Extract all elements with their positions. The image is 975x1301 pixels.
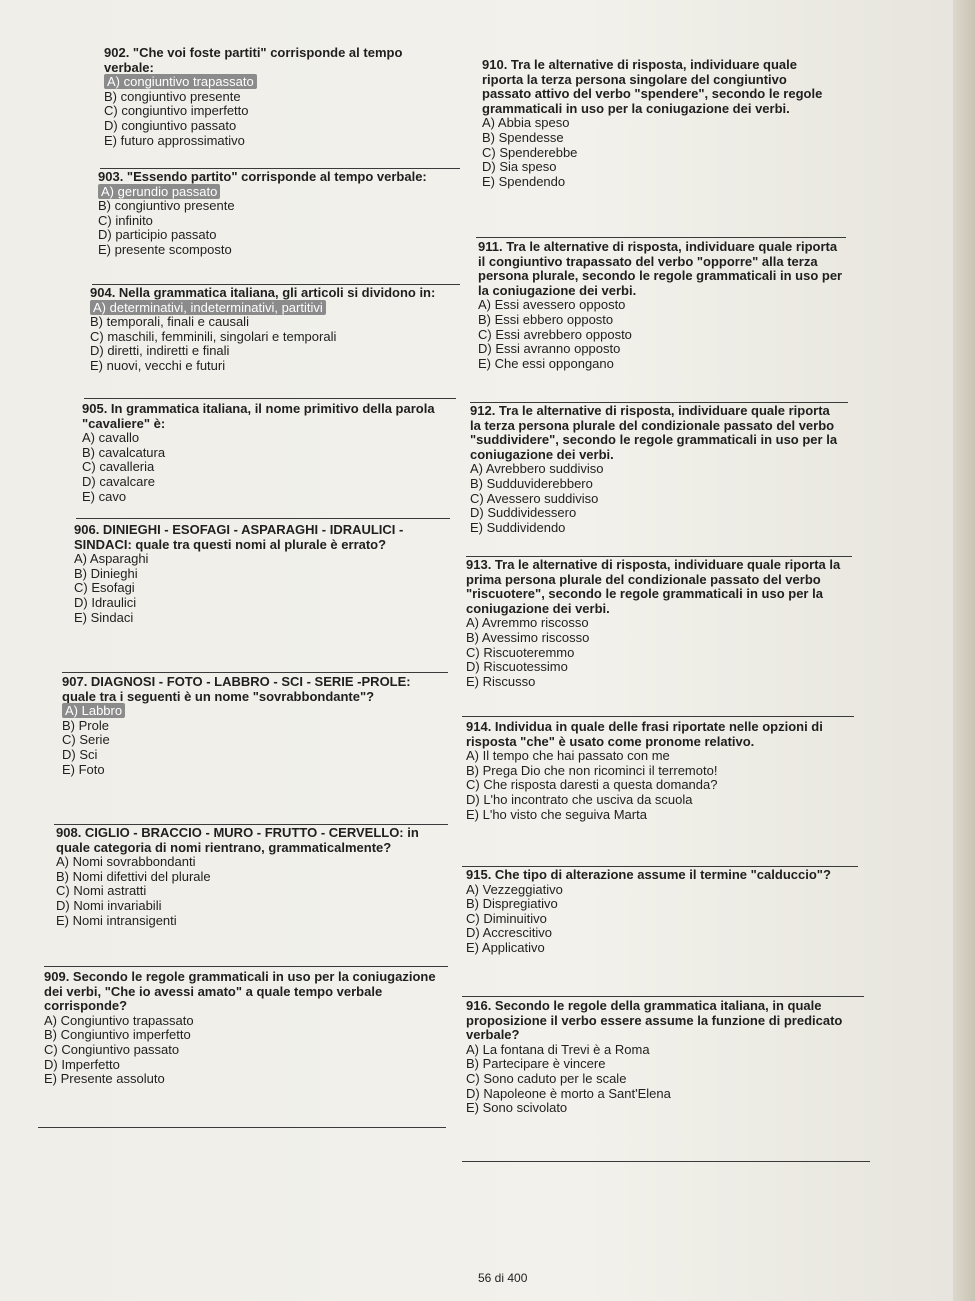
option-a: A) Asparaghi (74, 551, 149, 567)
option-e: E) Sono scivolato (466, 1100, 568, 1116)
question-908 (56, 826, 446, 928)
option-d: D) Suddividessero (470, 505, 577, 521)
option-b: B) congiuntivo presente (98, 198, 235, 214)
option-d: D) Sia speso (482, 159, 557, 175)
option-a: A) Abbia speso (482, 115, 570, 131)
option-a: A) Avrebbero suddiviso (470, 461, 604, 477)
question-902 (104, 46, 449, 148)
question-911 (478, 240, 843, 371)
option-b: B) Spendesse (482, 129, 564, 145)
question-905 (82, 402, 452, 504)
question-stem: 916. Secondo le regole della grammatica italiana, in quale proposizione il verbo essere assume la funzione di predicato verbale? (466, 998, 843, 1043)
option-d: D) Sci (62, 746, 98, 762)
page-edge (953, 0, 975, 1301)
divider (462, 1161, 870, 1162)
option-d: D) participio passato (98, 227, 217, 243)
divider (62, 672, 448, 673)
option-e: E) Foto (62, 761, 105, 777)
option-a: A) Essi avessero opposto (478, 297, 626, 313)
option-b: B) Partecipare è vincere (466, 1056, 606, 1072)
option-c: C) infinito (98, 212, 153, 228)
option-a: A) Labbro (62, 704, 446, 719)
option-c: C) Riscuoteremmo (466, 644, 575, 660)
option-b: B) Dispregiativo (466, 896, 558, 912)
option-e: E) futuro approssimativo (104, 132, 245, 148)
option-d: D) Nomi invariabili (56, 897, 162, 913)
question-stem: 912. Tra le alternative di risposta, individuare quale riporta la terza persona plurale del condizionale passato del verbo "suddividere", secondo le regole grammaticali in uso per la coniugazione dei verbi. (470, 403, 838, 462)
option-a: A) determinativi, indeterminativi, partitivi (90, 301, 452, 316)
divider (476, 237, 846, 238)
option-c: C) Sono caduto per le scale (466, 1070, 627, 1086)
option-d: D) diretti, indiretti e finali (90, 343, 230, 359)
option-c: C) cavalleria (82, 459, 155, 475)
page-number: 56 di 400 (478, 1271, 528, 1285)
option-c: C) Essi avrebbero opposto (478, 326, 632, 342)
question-stem: 915. Che tipo di alterazione assume il termine "calduccio"? (466, 867, 831, 882)
option-b: B) cavalcatura (82, 444, 166, 460)
option-e: E) Suddividendo (470, 519, 566, 535)
option-a: A) La fontana di Trevi è a Roma (466, 1041, 650, 1057)
option-b: B) Sudduviderebbero (470, 475, 593, 491)
divider (44, 966, 448, 967)
divider (84, 398, 456, 399)
question-stem: 909. Secondo le regole grammaticali in uso per la coniugazione dei verbi, "Che io avessi amato" a quale tempo verbale corrisponde? (44, 969, 436, 1014)
option-b: B) Essi ebbero opposto (478, 311, 614, 327)
option-e: E) Presente assoluto (44, 1071, 165, 1087)
question-916 (466, 999, 858, 1116)
option-a: A) gerundio passato (98, 185, 448, 200)
question-stem: 908. CIGLIO - BRACCIO - MURO - FRUTTO - CERVELLO: in quale categoria di nomi rientrano, grammaticalmente? (56, 825, 419, 855)
divider (462, 716, 854, 717)
option-b: B) congiuntivo presente (104, 88, 241, 104)
divider (38, 1127, 446, 1128)
option-a: A) cavallo (82, 430, 140, 446)
option-a: A) Congiuntivo trapassato (44, 1012, 194, 1028)
divider (76, 518, 450, 519)
option-d: D) Napoleone è morto a Sant'Elena (466, 1085, 671, 1101)
option-d: D) Accrescitivo (466, 925, 552, 941)
option-d: D) L'ho incontrato che usciva da scuola (466, 791, 693, 807)
option-a: A) Il tempo che hai passato con me (466, 748, 670, 764)
option-e: E) L'ho visto che seguiva Marta (466, 806, 647, 822)
question-915 (466, 868, 850, 956)
option-b: B) Congiuntivo imperfetto (44, 1027, 191, 1043)
option-c: C) Spenderebbe (482, 144, 578, 160)
option-c: C) Esofagi (74, 580, 135, 596)
question-stem: 910. Tra le alternative di risposta, individuare quale riporta la terza persona singolare del congiuntivo passato attivo del verbo "spendere", secondo le regole grammaticali in uso per la coniugazione dei verbi. (482, 57, 823, 116)
option-a: A) congiuntivo trapassato (104, 75, 449, 90)
option-e: E) Spendendo (482, 173, 566, 189)
question-stem: 903. "Essendo partito" corrisponde al tempo verbale: (98, 169, 427, 184)
question-914 (466, 720, 848, 822)
option-c: C) maschili, femminili, singolari e temporali (90, 328, 337, 344)
question-907 (62, 675, 446, 777)
question-912 (470, 404, 842, 535)
option-d: D) Imperfetto (44, 1056, 120, 1072)
question-910 (482, 58, 837, 189)
question-stem: 907. DIAGNOSI - FOTO - LABBRO - SCI - SERIE -PROLE: quale tra i seguenti è un nome "sovrabbondante"? (62, 674, 411, 704)
option-e: E) Applicativo (466, 939, 545, 955)
option-c: C) Avessero suddiviso (470, 490, 599, 506)
option-a: A) Nomi sovrabbondanti (56, 854, 196, 870)
option-e: E) Sindaci (74, 609, 134, 625)
option-e: E) presente scomposto (98, 241, 232, 257)
option-c: C) Che risposta daresti a questa domanda? (466, 777, 718, 793)
option-e: E) Nomi intransigenti (56, 912, 177, 928)
question-stem: 902. "Che voi foste partiti" corrisponde al tempo verbale: (104, 45, 403, 75)
option-c: C) Congiuntivo passato (44, 1041, 180, 1057)
question-904 (90, 286, 452, 374)
option-b: B) Nomi difettivi del plurale (56, 868, 211, 884)
question-stem: 904. Nella grammatica italiana, gli articoli si dividono in: (90, 285, 436, 300)
option-a: A) Vezzeggiativo (466, 881, 563, 897)
option-b: B) Avessimo riscosso (466, 629, 590, 645)
option-e: E) nuovi, vecchi e futuri (90, 357, 226, 373)
question-stem: 913. Tra le alternative di risposta, individuare quale riporta la prima persona plurale del condizionale passato del verbo "riscuotere", secondo le regole grammaticali in uso per la coniugazione dei verbi. (466, 557, 841, 616)
option-b: B) Prole (62, 717, 109, 733)
option-d: D) Essi avranno opposto (478, 341, 621, 357)
option-c: C) Nomi astratti (56, 883, 147, 899)
question-909 (44, 970, 448, 1087)
option-d: D) Idraulici (74, 594, 137, 610)
option-d: D) cavalcare (82, 473, 155, 489)
question-stem: 905. In grammatica italiana, il nome primitivo della parola "cavaliere" è: (82, 401, 435, 431)
question-913 (466, 558, 846, 689)
option-a: A) Avremmo riscosso (466, 615, 589, 631)
question-stem: 914. Individua in quale delle frasi riportate nelle opzioni di risposta "che" è usato come pronome relativo. (466, 719, 823, 749)
question-stem: 911. Tra le alternative di risposta, individuare quale riporta il congiuntivo trapassato del verbo "opporre" alla terza persona plurale, secondo le regole grammaticali in uso per la coniugazione dei verbi. (478, 239, 843, 298)
question-906 (74, 523, 446, 625)
option-d: D) Riscuotessimo (466, 659, 568, 675)
question-903 (98, 170, 448, 258)
option-c: C) Serie (62, 732, 110, 748)
option-c: C) Diminuitivo (466, 910, 547, 926)
question-stem: 906. DINIEGHI - ESOFAGI - ASPARAGHI - IDRAULICI - SINDACI: quale tra questi nomi al plurale è errato? (74, 522, 404, 552)
option-e: E) cavo (82, 488, 127, 504)
option-b: B) Dinieghi (74, 565, 138, 581)
divider (462, 996, 864, 997)
option-b: B) Prega Dio che non ricominci il terremoto! (466, 762, 718, 778)
option-e: E) Che essi oppongano (478, 355, 614, 371)
option-b: B) temporali, finali e causali (90, 314, 249, 330)
option-e: E) Riscusso (466, 673, 536, 689)
option-d: D) congiuntivo passato (104, 117, 237, 133)
option-c: C) congiuntivo imperfetto (104, 103, 249, 119)
